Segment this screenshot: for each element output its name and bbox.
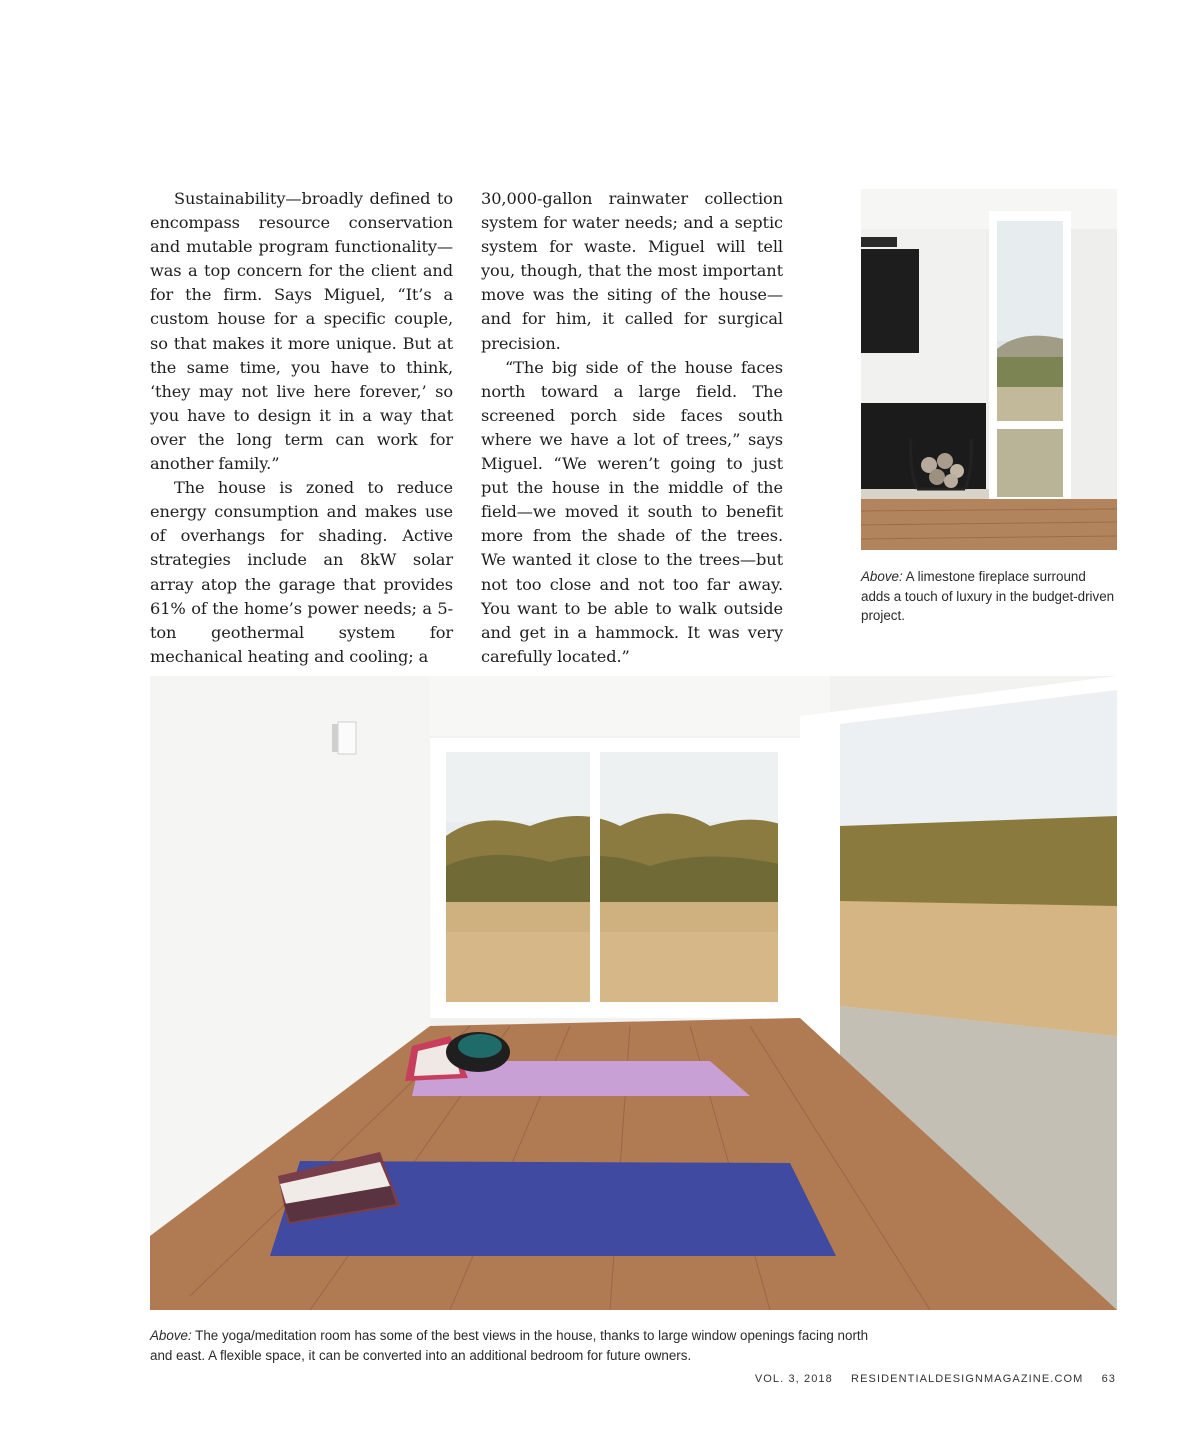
article-column-1 xyxy=(150,187,453,669)
caption-lead: Above: xyxy=(150,1328,192,1343)
magazine-website: RESIDENTIALDESIGNMAGAZINE.COM xyxy=(851,1373,1084,1385)
article-paragraph: Sustainability—broadly defined to encompass resource conservation and mutable program functionality—was a top concern for the client and for the firm. Says Miguel, “It’s a custom house for a specific couple, so that makes it more unique. But at the same time, you have to think, ‘they may not live here forever,’ so you have to design it in a way that over the long term can work for another family.” xyxy=(150,189,453,474)
fireplace-caption xyxy=(861,567,1117,626)
article-paragraph: “The big side of the house faces north toward a large field. The screened porch side faces south where we have a lot of trees,” says Miguel. “We weren’t going to just put the house in the middle of the field—we moved it south to benefit more from the shade of the trees. We wanted it close to the trees—but not too close and not too far away. You want to be able to walk outside and get in a hammock. It was very carefully located.” xyxy=(481,357,783,666)
article-paragraph: The house is zoned to reduce energy consumption and makes use of overhangs for shading. Active strategies include an 8kW solar array atop the garage that provides 61% of the home’s power needs; a 5-ton geothermal system for mechanical heating and cooling; a xyxy=(150,478,453,666)
caption-text: The yoga/meditation room has some of the best views in the house, thanks to large window openings facing north and east. A flexible space, it can be converted into an additional bedroom for future owners. xyxy=(150,1328,869,1363)
caption-lead: Above: xyxy=(861,569,903,584)
article-paragraph: 30,000-gallon rainwater collection system for water needs; and a septic system for waste. Miguel will tell you, though, that the most important move was the siting of the house—and for him, it called for surgical precision. xyxy=(481,189,783,353)
page-footer xyxy=(600,1373,1116,1385)
article-column-2 xyxy=(481,187,783,669)
fireplace-photo xyxy=(861,189,1117,550)
caption-text: A limestone fireplace surround adds a touch of luxury in the budget-driven project. xyxy=(861,569,1115,623)
yoga-room-caption xyxy=(150,1326,870,1365)
issue-volume: VOL. 3, 2018 xyxy=(754,1373,833,1385)
page-number: 63 xyxy=(1101,1373,1116,1385)
yoga-room-photo xyxy=(150,676,1117,1310)
